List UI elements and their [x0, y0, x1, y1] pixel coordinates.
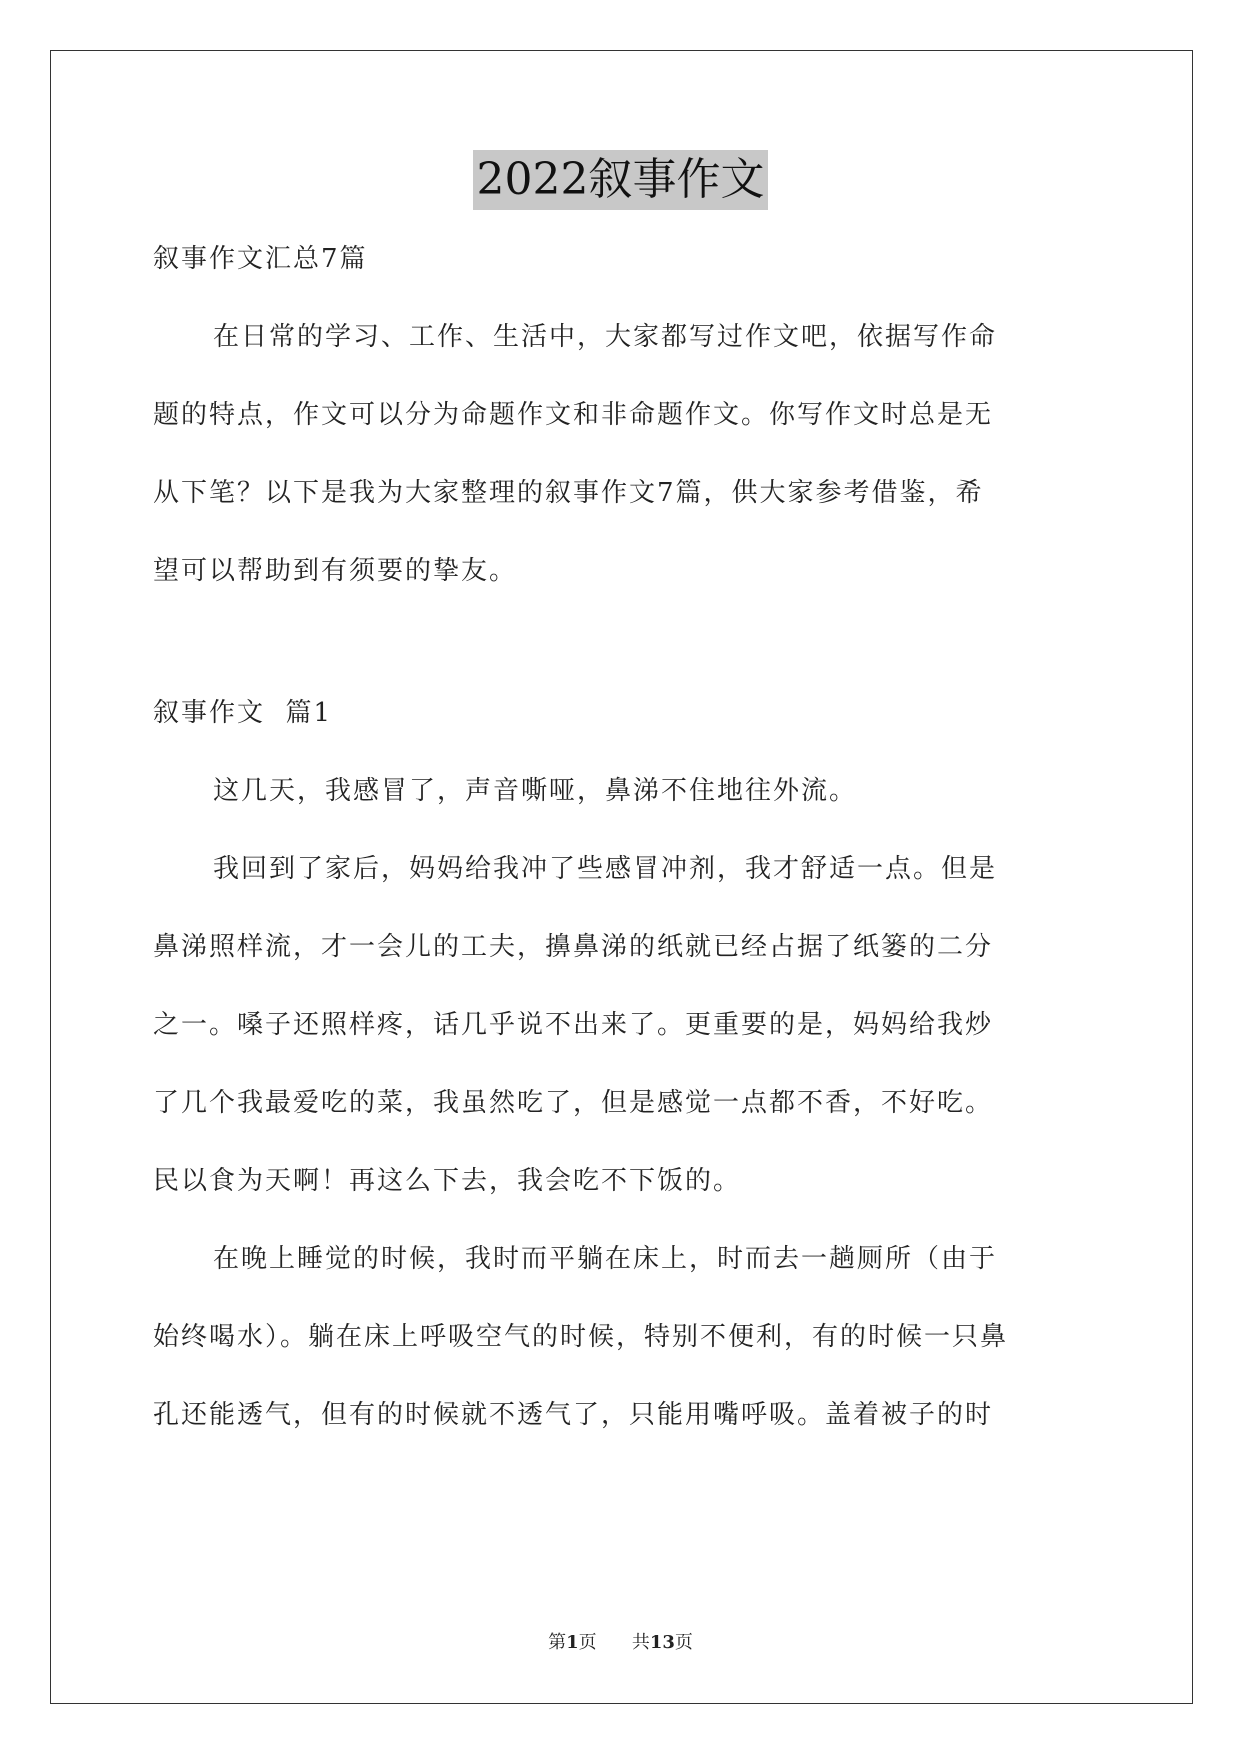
intro-line: 题的特点，作文可以分为命题作文和非命题作文。你写作文时总是无 — [153, 400, 994, 430]
document-title: 2022叙事作文 — [473, 150, 769, 210]
document-subtitle: 叙事作文汇总7篇 — [153, 244, 368, 274]
intro-line: 从下笔？以下是我为大家整理的叙事作文7篇，供大家参考借鉴，希 — [153, 478, 984, 508]
total-page-count: 13 — [649, 1632, 675, 1653]
total-suffix: 页 — [674, 1632, 693, 1653]
current-page-number: 1 — [566, 1632, 579, 1653]
section-spacer — [153, 625, 1089, 689]
page-prefix: 第 — [548, 1632, 567, 1653]
page-number-footer — [0, 1628, 1241, 1654]
paragraph-line: 这几天，我感冒了，声音嘶哑，鼻涕不住地往外流。 — [213, 776, 858, 806]
paragraph-line: 我回到了家后，妈妈给我冲了些感冒冲剂，我才舒适一点。但是 — [213, 854, 998, 884]
page-suffix: 页 — [578, 1632, 597, 1653]
paragraph-line: 孔还能透气，但有的时候就不透气了，只能用嘴呼吸。盖着被子的时 — [153, 1400, 994, 1430]
paragraph-line: 民以食为天啊！再这么下去，我会吃不下饭的。 — [153, 1166, 742, 1196]
title-container — [0, 150, 1241, 210]
document-body — [153, 235, 1089, 1469]
intro-line: 望可以帮助到有须要的挚友。 — [153, 556, 518, 586]
paragraph-line: 了几个我最爱吃的菜，我虽然吃了，但是感觉一点都不香，不好吃。 — [153, 1088, 994, 1118]
paragraph-line: 在晚上睡觉的时候，我时而平躺在床上，时而去一趟厕所（由于 — [213, 1244, 998, 1274]
intro-line: 在日常的学习、工作、生活中，大家都写过作文吧，依据写作命 — [213, 322, 998, 352]
paragraph-line: 鼻涕照样流，才一会儿的工夫，擤鼻涕的纸就已经占据了纸篓的二分 — [153, 932, 994, 962]
paragraph-line: 之一。嗓子还照样疼，话几乎说不出来了。更重要的是，妈妈给我炒 — [153, 1010, 994, 1040]
paragraph-line: 始终喝水）。躺在床上呼吸空气的时候，特别不便利，有的时候一只鼻 — [153, 1322, 1009, 1352]
section-heading: 叙事作文 篇1 — [153, 698, 333, 728]
total-prefix: 共 — [631, 1632, 650, 1653]
